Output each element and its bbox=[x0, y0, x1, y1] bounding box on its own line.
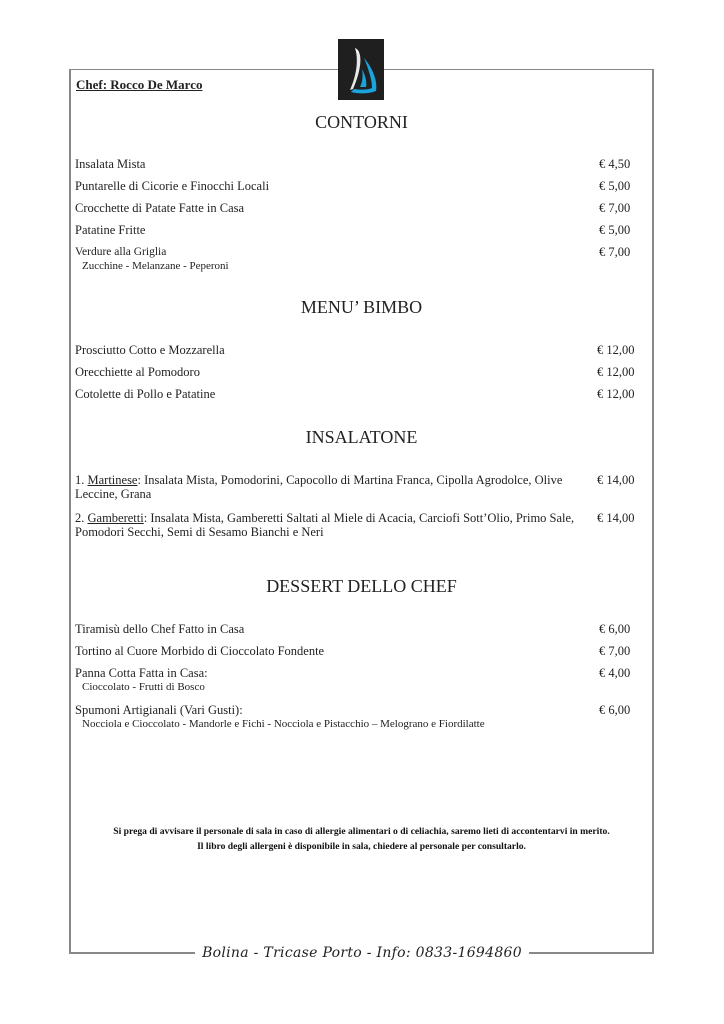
item-ingredients: : Insalata Mista, Pomodorini, Capocollo di Martina Franca, Cipolla Agrodolce, Olive Leccine, Grana bbox=[75, 473, 563, 501]
allergy-notice: Si prega di avvisare il personale di sala in caso di allergie alimentari o di celiachia, saremo lieti di accontentarvi in merito. bbox=[113, 826, 610, 837]
item-price: € 12,00 bbox=[597, 387, 635, 401]
item-name: Prosciutto Cotto e Mozzarella bbox=[75, 343, 225, 357]
item-number: 2. bbox=[75, 511, 88, 525]
item-name: Gamberetti bbox=[87, 511, 144, 525]
item-name: Panna Cotta Fatta in Casa: bbox=[75, 666, 208, 680]
item-name: Patatine Fritte bbox=[75, 223, 146, 237]
menu-item bbox=[75, 666, 635, 694]
menu-item bbox=[75, 365, 635, 379]
menu-item bbox=[75, 703, 635, 731]
item-name: Tiramisù dello Chef Fatto in Casa bbox=[75, 622, 245, 636]
item-price: € 4,00 bbox=[599, 666, 631, 680]
item-options: Nocciola e Cioccolato - Mandorle e Fichi - Nocciola e Pistacchio – Melograno e Fiordilatte bbox=[82, 718, 485, 730]
item-name: Insalata Mista bbox=[75, 157, 146, 171]
item-name: Orecchiette al Pomodoro bbox=[75, 365, 200, 379]
item-price: € 5,00 bbox=[599, 179, 631, 193]
item-price: € 7,00 bbox=[599, 201, 631, 215]
allergen-book-notice: Il libro degli allergeni è disponibile in sala, chiedere al personale per consultarlo. bbox=[197, 841, 526, 852]
menu-item bbox=[75, 511, 635, 539]
item-name: Puntarelle di Cicorie e Finocchi Locali bbox=[75, 179, 270, 193]
item-price: € 14,00 bbox=[597, 511, 635, 525]
item-name: Crocchette di Patate Fatte in Casa bbox=[75, 201, 245, 215]
item-price: € 14,00 bbox=[597, 473, 635, 487]
item-name: Cotolette di Pollo e Patatine bbox=[75, 387, 216, 401]
menu-item bbox=[75, 473, 635, 501]
item-options: Cioccolato - Frutti di Bosco bbox=[82, 681, 205, 693]
menu-item bbox=[75, 157, 635, 171]
menu-item bbox=[75, 223, 635, 237]
menu-item bbox=[75, 387, 635, 401]
item-price: € 12,00 bbox=[597, 343, 635, 357]
item-price: € 4,50 bbox=[599, 157, 631, 171]
menu-item bbox=[75, 644, 635, 658]
menu-item bbox=[75, 343, 635, 357]
section-title-insalatone: INSALATONE bbox=[305, 427, 418, 447]
menu-item bbox=[75, 245, 635, 273]
item-ingredients: : Insalata Mista, Gamberetti Saltati al Miele di Acacia, Carciofi Sott’Olio, Primo Sale, Pomodori Secchi, Semi di Sesamo Bianchi e Neri bbox=[75, 511, 575, 539]
item-price: € 6,00 bbox=[599, 622, 631, 636]
item-number: 1. bbox=[75, 473, 88, 487]
menu-item bbox=[75, 622, 635, 636]
item-price: € 6,00 bbox=[599, 703, 631, 717]
item-name: Tortino al Cuore Morbido di Cioccolato Fondente bbox=[75, 644, 325, 658]
item-price: € 12,00 bbox=[597, 365, 635, 379]
item-name: Verdure alla Griglia bbox=[75, 246, 167, 258]
section-title-dessert: DESSERT DELLO CHEF bbox=[266, 576, 457, 596]
item-price: € 5,00 bbox=[599, 223, 631, 237]
item-name: Martinese bbox=[87, 473, 138, 487]
item-description bbox=[75, 473, 575, 501]
item-options: Zucchine - Melanzane - Peperoni bbox=[82, 260, 229, 272]
footer-contact: Bolina - Tricase Porto - Info: 0833-1694860 bbox=[195, 945, 529, 961]
chef-name: Chef: Rocco De Marco bbox=[76, 77, 203, 92]
section-title-menu-bimbo: MENU’ BIMBO bbox=[300, 297, 423, 317]
restaurant-logo bbox=[338, 39, 384, 100]
menu-item bbox=[75, 201, 635, 215]
section-title-contorni: CONTORNI bbox=[315, 112, 408, 132]
item-description bbox=[75, 511, 575, 539]
menu-item bbox=[75, 179, 635, 193]
item-name: Spumoni Artigianali (Vari Gusti): bbox=[75, 703, 243, 717]
item-price: € 7,00 bbox=[599, 245, 631, 259]
sail-logo-icon bbox=[338, 39, 384, 100]
item-price: € 7,00 bbox=[599, 644, 631, 658]
